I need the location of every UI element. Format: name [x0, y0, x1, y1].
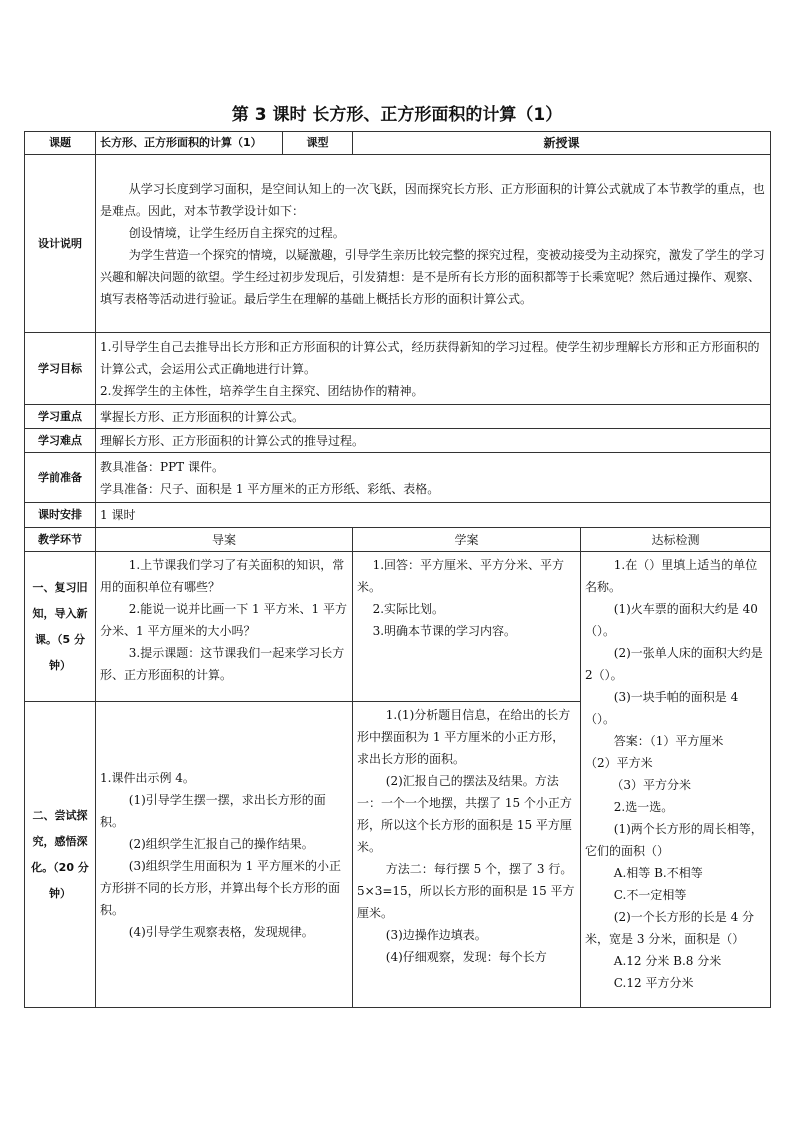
check-item: （3）平方分米: [611, 778, 692, 792]
check-item: 1.在（）里填上适当的单位名称。: [585, 558, 758, 594]
header-study: 学案: [353, 528, 581, 552]
prep-content: [96, 453, 771, 503]
topic-value: 长方形、正方形面积的计算（1）: [96, 132, 283, 155]
stage1-row: [25, 552, 771, 702]
prep-row: [25, 453, 771, 503]
study-item: 3.明确本节课的学习内容。: [372, 624, 517, 638]
type-label: 课型: [283, 132, 353, 155]
guide-item: 1.课件出示例 4。: [100, 770, 195, 785]
guide-item: (3)组织学生用面积为 1 平方厘米的小正方形拼不同的长方形，并算出每个长方形的面积。: [100, 858, 342, 917]
difficulty-value: 理解长方形、正方形面积的计算公式的推导过程。: [96, 429, 771, 453]
design-row: [25, 155, 771, 333]
check-item: (2)一张单人床的面积大约是 2（）。: [585, 646, 763, 682]
guide-item: 3.提示课题：这节课我们一起来学习长方形、正方形面积的计算。: [100, 646, 345, 682]
check-column: [581, 552, 771, 1008]
prep-line: 教具准备：PPT 课件。: [100, 459, 224, 474]
study-item: (4)仔细观察，发现：每个长方: [385, 950, 547, 964]
prep-label: 学前准备: [25, 453, 96, 503]
key-point-row: [25, 405, 771, 429]
check-item: C.不一定相等: [613, 888, 687, 902]
study-item: 2.实际比划。: [372, 602, 445, 616]
guide-item: (4)引导学生观察表格，发现规律。: [128, 924, 314, 939]
header-guide: 导案: [96, 528, 353, 552]
goals-row: [25, 333, 771, 405]
goals-label: 学习目标: [25, 333, 96, 405]
guide-item: 2.能说一说并比画一下 1 平方米、1 平方分米、1 平方厘米的大小吗？: [100, 602, 347, 638]
topic-row: [25, 132, 771, 155]
guide-item: (2)组织学生汇报自己的操作结果。: [128, 836, 314, 851]
check-item: (3)一块手帕的面积是 4（）。: [585, 690, 739, 726]
check-item: A.12 分米 B.8 分米: [613, 954, 722, 968]
stage1-guide: [96, 552, 353, 702]
header-check: 达标检测: [581, 528, 771, 552]
design-paragraph: 创设情境，让学生经历自主探究的过程。: [128, 225, 345, 240]
key-point-value: 掌握长方形、正方形面积的计算公式。: [96, 405, 771, 429]
header-stage: 教学环节: [25, 528, 96, 552]
topic-label: 课题: [25, 132, 96, 155]
stage2-label: 二、尝试探究，感悟深化。（20 分钟）: [25, 702, 96, 1008]
goals-content: [96, 333, 771, 405]
difficulty-row: [25, 429, 771, 453]
stage1-label: 一、复习旧知，导入新课。（5 分钟）: [25, 552, 96, 702]
page-title: 第 3 课时 长方形、正方形面积的计算（1）: [231, 105, 563, 125]
design-paragraph: 从学习长度到学习面积，是空间认知上的一次飞跃，因而探究长方形、正方形面积的计算公式就成了本节教学的重点，也是难点。因此，对本节教学设计如下：: [100, 181, 765, 218]
study-item: 1.回答：平方厘米、平方分米、平方米。: [357, 558, 565, 594]
check-item: (1)两个长方形的周长相等，它们的面积（）: [585, 822, 763, 858]
design-label: 设计说明: [25, 155, 96, 333]
guide-item: 1.上节课我们学习了有关面积的知识，常用的面积单位有哪些？: [100, 558, 345, 594]
study-item: 方法二：每行摆 5 个，摆了 3 行。5×3=15，所以长方形的面积是 15 平方厘米。: [357, 862, 575, 920]
study-item: 1.(1)分析题目信息，在给出的长方形中摆面积为 1 平方厘米的小正方形，求出长方形的面积。: [357, 708, 571, 766]
design-content: [96, 155, 771, 333]
goal-item: 2.发挥学生的主体性，培养学生自主探究、团结协作的精神。: [100, 383, 424, 398]
check-item: (2)一个长方形的长是 4 分米，宽是 3 分米，面积是（）: [585, 910, 755, 946]
check-item: A.相等 B.不相等: [613, 866, 703, 880]
section-header-row: [25, 528, 771, 552]
guide-item: (1)引导学生摆一摆，求出长方形的面积。: [100, 792, 326, 829]
schedule-label: 课时安排: [25, 503, 96, 528]
check-item: C.12 平方分米: [613, 976, 694, 990]
check-item: 答案：（1）平方厘米: [613, 734, 724, 748]
lesson-plan-table: [24, 131, 771, 1008]
design-paragraph: 为学生营造一个探究的情境，以疑激趣，引导学生亲历比较完整的探究过程，变被动接受为主动探究，激发了学生的学习兴趣和解决问题的欲望。学生经过初步发现后，引发猜想：是不是所有长方形的面积都等于长乘宽呢？然后通过操作、观察、填写表格等活动进行验证。最后学生在理解的基础上概括长方形的面积计算公式。: [100, 247, 765, 306]
schedule-row: [25, 503, 771, 528]
type-value: 新授课: [353, 132, 771, 155]
check-item: (1)火车票的面积大约是 40（）。: [585, 602, 758, 638]
schedule-value: 1 课时: [96, 503, 771, 528]
stage1-study: [353, 552, 581, 702]
prep-line: 学具准备：尺子、面积是 1 平方厘米的正方形纸、彩纸、表格。: [100, 481, 440, 496]
difficulty-label: 学习难点: [25, 429, 96, 453]
stage2-study: [353, 702, 581, 1008]
study-item: (2)汇报自己的摆法及结果。方法一：一个一个地摆，共摆了 15 个小正方形，所以这个长方形的面积是 15 平方厘米。: [357, 774, 572, 854]
check-item: 2.选一选。: [613, 800, 674, 814]
key-point-label: 学习重点: [25, 405, 96, 429]
stage2-guide: [96, 702, 353, 1008]
goal-item: 1.引导学生自己去推导出长方形和正方形面积的计算公式，经历获得新知的学习过程。使学生初步理解长方形和正方形面积的计算公式，会运用公式正确地进行计算。: [100, 339, 760, 376]
study-item: (3)边操作边填表。: [385, 928, 487, 942]
check-item: （2）平方米: [585, 756, 653, 770]
